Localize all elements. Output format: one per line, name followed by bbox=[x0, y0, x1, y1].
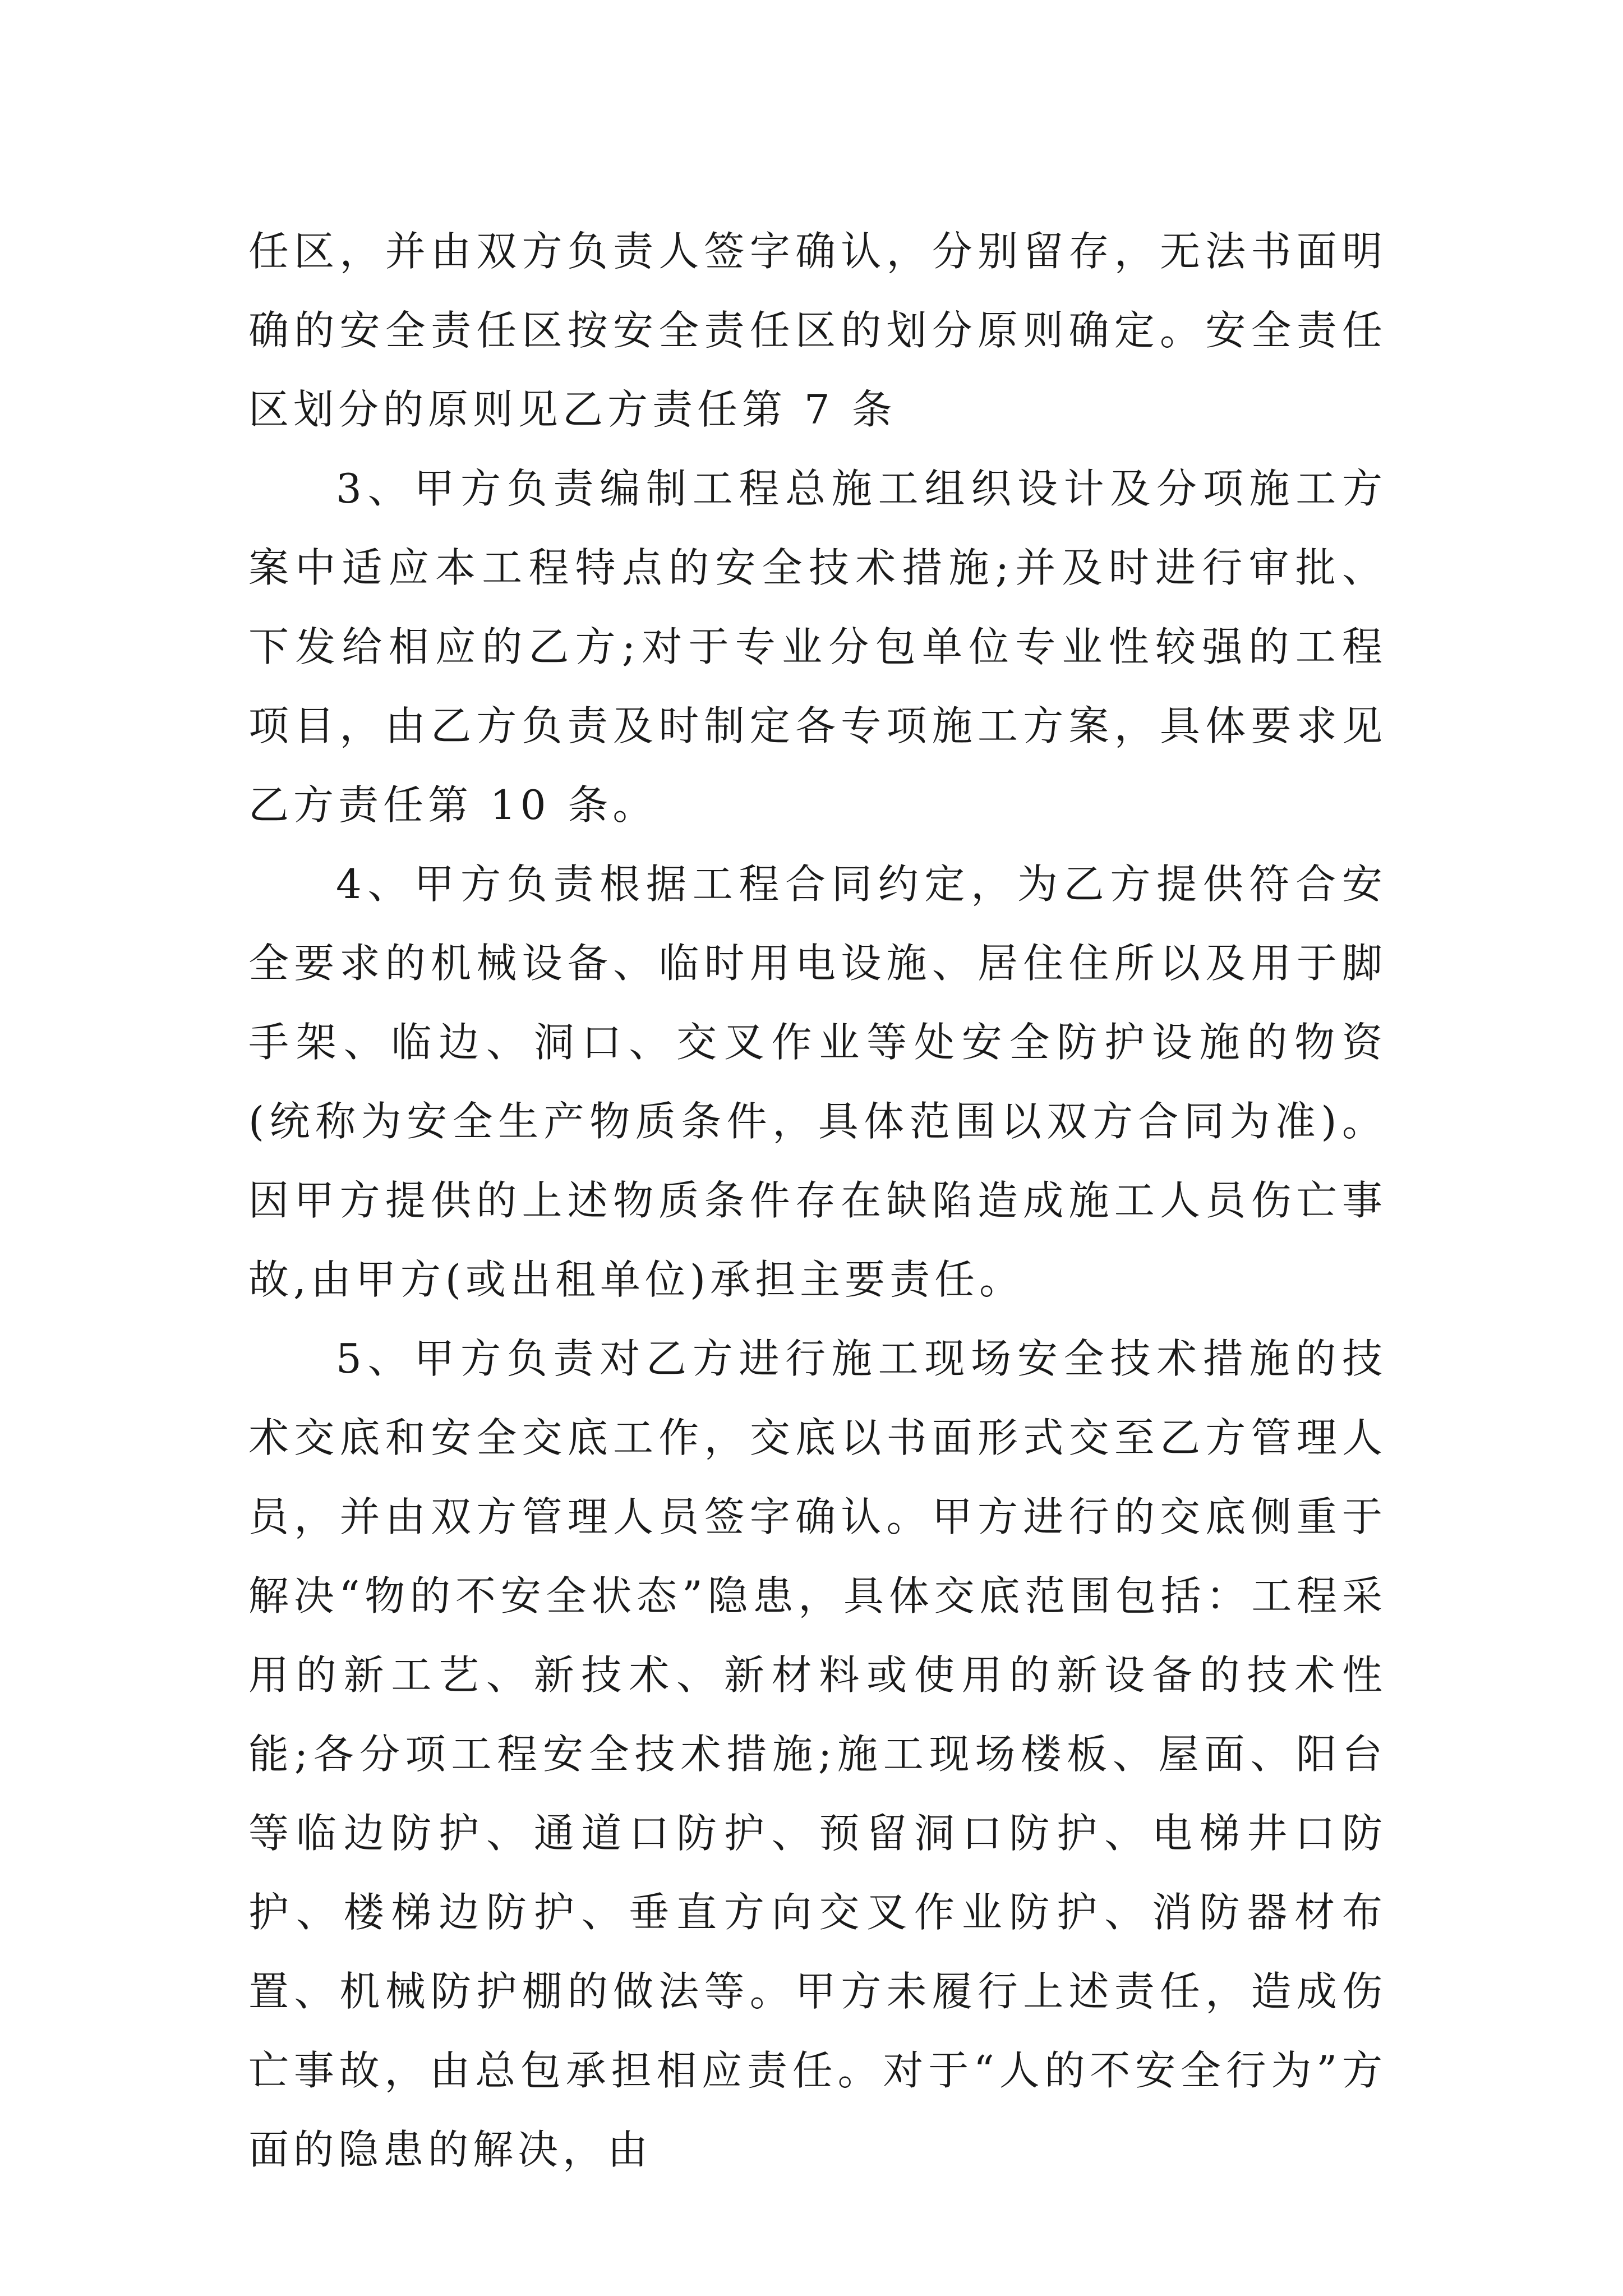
document-body bbox=[248, 212, 1387, 2189]
paragraph-item-3: 3、甲方负责编制工程总施工组织设计及分项施工方案中适应本工程特点的安全技术措施;并及时进行审批、下发给相应的乙方;对于专业分包单位专业性较强的工程项目，由乙方负责及时制定各专项施工方案，具体要求见乙方责任第 10 条。 bbox=[248, 465, 1387, 829]
paragraph-item-4: 4、甲方负责根据工程合同约定，为乙方提供符合安全要求的机械设备、临时用电设施、居住住所以及用于脚手架、临边、洞口、交叉作业等处安全防护设施的物资(统称为安全生产物质条件，具体范围以双方合同为准)。因甲方提供的上述物质条件存在缺陷造成施工人员伤亡事故,由甲方(或出租单位)承担主要责任。 bbox=[248, 861, 1387, 1303]
paragraph-continuation: 任区，并由双方负责人签字确认，分别留存，无法书面明确的安全责任区按安全责任区的划分原则确定。安全责任区划分的原则见乙方责任第 7 条 bbox=[248, 228, 1387, 433]
paragraph-item-5: 5、甲方负责对乙方进行施工现场安全技术措施的技术交底和安全交底工作，交底以书面形式交至乙方管理人员，并由双方管理人员签字确认。甲方进行的交底侧重于解决“物的不安全状态”隐患，具体交底范围包括：工程采用的新工艺、新技术、新材料或使用的新设备的技术性能;各分项工程安全技术措施;施工现场楼板、屋面、阳台等临边防护、通道口防护、预留洞口防护、电梯井口防护、楼梯边防护、垂直方向交叉作业防护、消防器材布置、机械防护棚的做法等。甲方未履行上述责任，造成伤亡事故，由总包承担相应责任。对于“人的不安全行为”方面的隐患的解决，由 bbox=[248, 1335, 1387, 2173]
